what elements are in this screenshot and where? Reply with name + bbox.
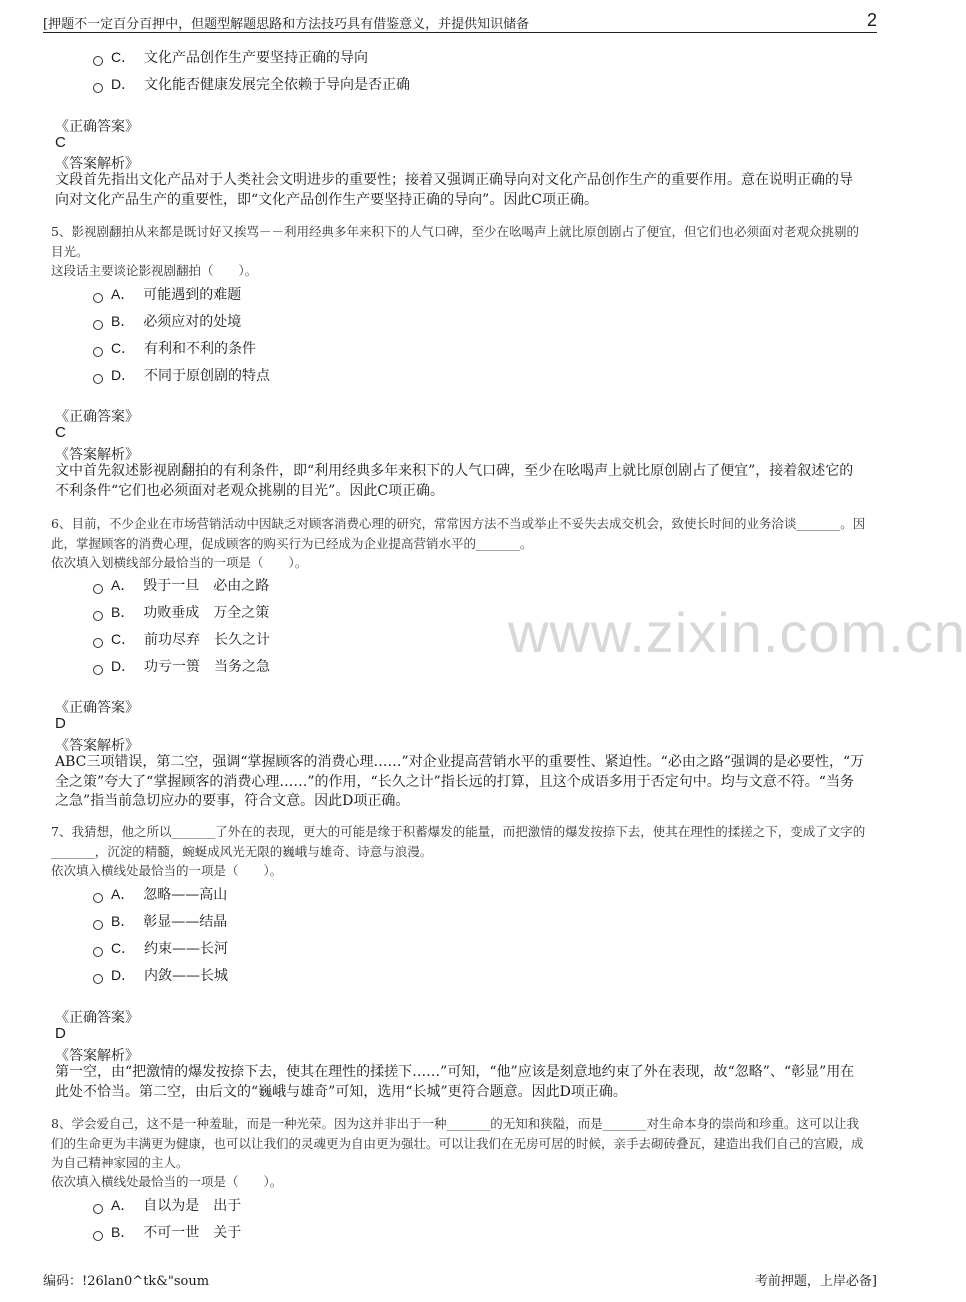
footer-slogan: 考前押题，上岸必备] bbox=[754, 1274, 877, 1289]
analysis-text: 第一空，由“把激情的爆发按捺下去，使其在理性的揉搓下……”可知，“他”应该是刻意地约束了外在表现，故“忽略”、“彰显”用在此处不恰当。第二空，由后文的“巍峨与雄奇”可知，选用“长城”更符合题意。因此D项正确。 bbox=[55, 1064, 855, 1100]
q8-option-b[interactable]: B． 不可一世 关于 bbox=[93, 1222, 241, 1242]
question-prompt: 依次填入横线处最恰当的一项是（ ）。 bbox=[51, 1174, 283, 1189]
question-prompt: 依次填入划横线部分最恰当的一项是（ ）。 bbox=[51, 555, 308, 570]
answer-value: C bbox=[55, 424, 66, 441]
watermark: www.zixin.com.cn bbox=[508, 601, 966, 664]
page-number: 2 bbox=[866, 10, 877, 30]
analysis-label: 《答案解析》 bbox=[55, 1048, 139, 1064]
q5-option-b[interactable]: B． 必须应对的处境 bbox=[93, 311, 241, 331]
radio-icon[interactable] bbox=[93, 320, 103, 330]
radio-icon[interactable] bbox=[93, 374, 103, 384]
analysis-label: 《答案解析》 bbox=[55, 156, 139, 172]
answer-label: 《正确答案》 bbox=[55, 1010, 139, 1026]
radio-icon[interactable] bbox=[93, 293, 103, 303]
analysis-label: 《答案解析》 bbox=[55, 738, 139, 754]
answer-label: 《正确答案》 bbox=[55, 119, 139, 135]
radio-icon[interactable] bbox=[93, 611, 103, 621]
q7-option-c[interactable]: C． 约束——长河 bbox=[93, 938, 228, 958]
question-stem: 8、学会爱自己，这不是一种羞耻，而是一种光荣。因为这并非出于一种_______的无知和狭隘，而是_______对生命本身的崇尚和珍重。这可以让我们的生命更为丰满更为健康，也可以让我们的灵魂更为自由更为强壮。可以让我们在无房可居的时候，亲手去砌砖叠瓦，建造出我们自己的宫殿，成为自己精神家园的主人。 bbox=[51, 1116, 864, 1170]
answer-label: 《正确答案》 bbox=[55, 409, 139, 425]
q7-option-b[interactable]: B． 彰显——结晶 bbox=[93, 911, 227, 931]
radio-icon[interactable] bbox=[93, 56, 103, 66]
radio-icon[interactable] bbox=[93, 920, 103, 930]
q4-option-c[interactable]: C． 文化产品创作生产要坚持正确的导向 bbox=[93, 47, 368, 67]
q6-option-d[interactable]: D． 功亏一篑 当务之急 bbox=[93, 656, 270, 676]
analysis-text: 文中首先叙述影视剧翻拍的有利条件，即“利用经典多年来积下的人气口碑，至少在吆喝声上就比原创剧占了便宜”，接着叙述它的不利条件“它们也必须面对老观众挑剔的目光”。因此C项正确。 bbox=[55, 463, 854, 499]
radio-icon[interactable] bbox=[93, 347, 103, 357]
question-stem: 6、目前，不少企业在市场营销活动中因缺乏对顾客消费心理的研究，常常因方法不当或举止不妥失去成交机会，致使长时间的业务洽谈_______。因此，掌握顾客的消费心理，促成顾客的购买行为已经成为企业提高营销水平的_______。 bbox=[51, 516, 866, 551]
radio-icon[interactable] bbox=[93, 83, 103, 93]
page-header bbox=[43, 10, 877, 33]
question-stem: 5、影视剧翻拍从来都是既讨好又挨骂－－利用经典多年来积下的人气口碑，至少在吆喝声上就比原创剧占了便宜，但它们也必须面对老观众挑剔的目光。 bbox=[51, 224, 859, 259]
radio-icon[interactable] bbox=[93, 893, 103, 903]
q6-option-b[interactable]: B． 功败垂成 万全之策 bbox=[93, 602, 269, 622]
radio-icon[interactable] bbox=[93, 947, 103, 957]
answer-value: D bbox=[55, 715, 66, 732]
q6-option-a[interactable]: A． 毁于一旦 必由之路 bbox=[93, 575, 269, 595]
footer-code: 编码：!26lan0^tk&"soum bbox=[43, 1274, 210, 1289]
radio-icon[interactable] bbox=[93, 974, 103, 984]
analysis-label: 《答案解析》 bbox=[55, 447, 139, 463]
radio-icon[interactable] bbox=[93, 638, 103, 648]
q8-option-a[interactable]: A． 自以为是 出于 bbox=[93, 1195, 241, 1215]
q7-option-a[interactable]: A． 忽略——高山 bbox=[93, 884, 227, 904]
q5-option-d[interactable]: D． 不同于原创剧的特点 bbox=[93, 365, 270, 385]
analysis-text: 文段首先指出文化产品对于人类社会文明进步的重要性；接着又强调正确导向对文化产品创作生产的重要作用。意在说明正确的导向对文化产品生产的重要性，即“文化产品创作生产要坚持正确的导向”。因此C项正确。 bbox=[55, 172, 853, 208]
q5-option-a[interactable]: A． 可能遇到的难题 bbox=[93, 284, 241, 304]
question-prompt: 这段话主要谈论影视剧翻拍（ ）。 bbox=[51, 263, 258, 278]
analysis-text: ABC三项错误，第二空，强调“掌握顾客的消费心理……”对企业提高营销水平的重要性、紧迫性。“必由之路”强调的是必要性，“万全之策”夸大了“掌握顾客的消费心理……”的作用，“长久之计”指长远的打算，且这个成语多用于否定句中。均与文意不符。“当务之急”指当前急切应办的要事，符合文意。因此D项正确。 bbox=[55, 754, 865, 809]
answer-value: C bbox=[55, 134, 66, 151]
answer-value: D bbox=[55, 1025, 66, 1042]
q5-option-c[interactable]: C． 有利和不利的条件 bbox=[93, 338, 256, 358]
radio-icon[interactable] bbox=[93, 1204, 103, 1214]
q7-option-d[interactable]: D． 内敛——长城 bbox=[93, 965, 228, 985]
radio-icon[interactable] bbox=[93, 584, 103, 594]
header-text: [押题不一定百分百押中，但题型解题思路和方法技巧具有借鉴意义，并提供知识储备 bbox=[43, 17, 530, 32]
q6-option-c[interactable]: C． 前功尽弃 长久之计 bbox=[93, 629, 270, 649]
question-prompt: 依次填入横线处最恰当的一项是（ ）。 bbox=[51, 863, 283, 878]
q4-option-d[interactable]: D． 文化能否健康发展完全依赖于导向是否正确 bbox=[93, 74, 410, 94]
answer-label: 《正确答案》 bbox=[55, 700, 139, 716]
radio-icon[interactable] bbox=[93, 665, 103, 675]
radio-icon[interactable] bbox=[93, 1231, 103, 1241]
question-stem: 7、我猜想，他之所以_______了外在的表现，更大的可能是缘于积蓄爆发的能量，而把激情的爆发按捺下去，使其在理性的揉搓之下，变成了文字的_______，沉淀的精髓，蜿蜒成风光无限的巍峨与雄奇、诗意与浪漫。 bbox=[51, 824, 866, 859]
